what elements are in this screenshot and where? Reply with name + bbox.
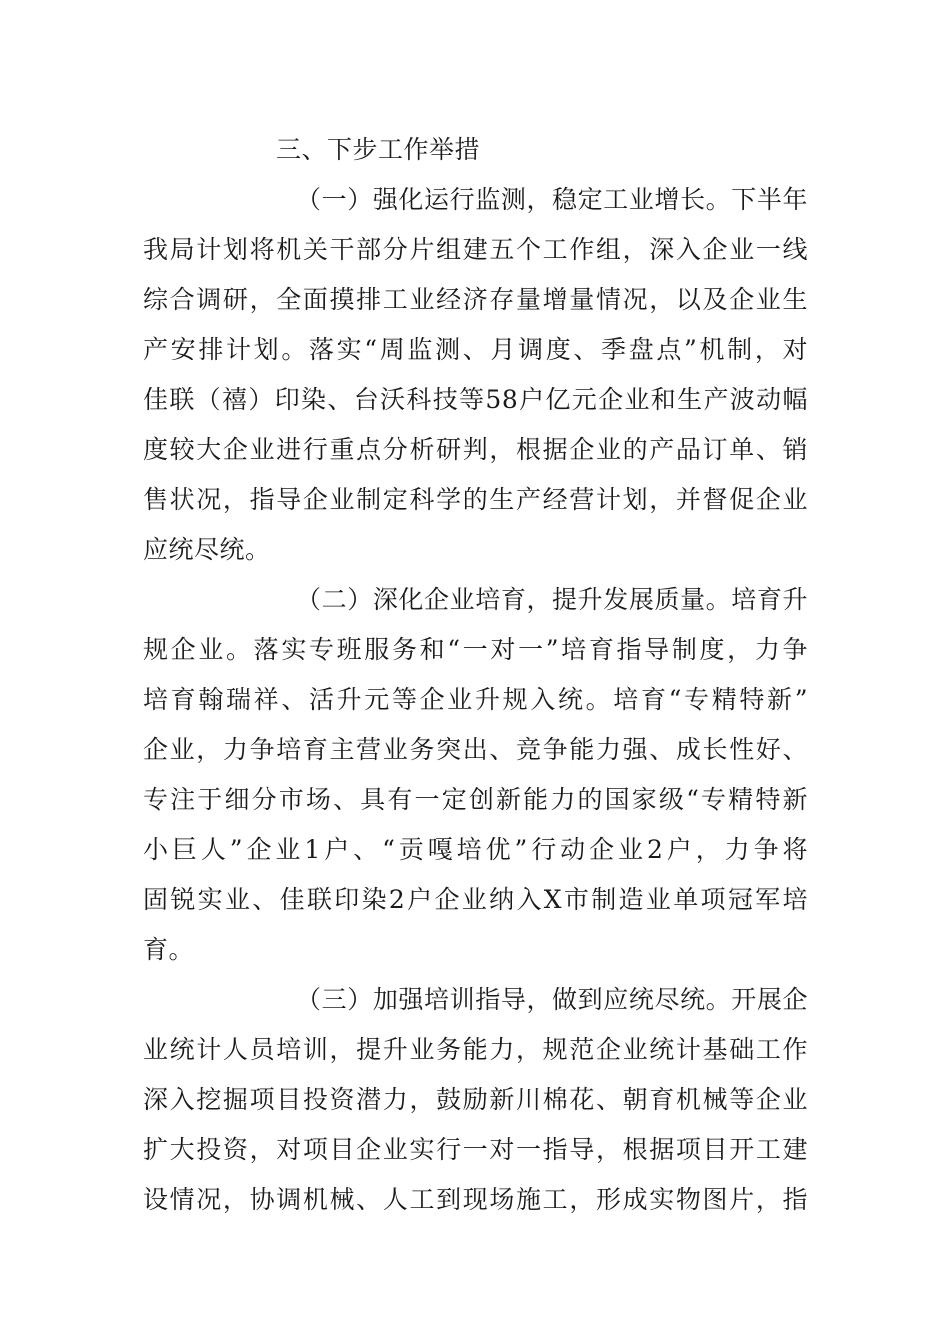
section-heading: 三、下步工作举措: [276, 135, 481, 164]
paragraph-line: 佳联（禧）印染、台沃科技等58户亿元企业和生产波动幅: [143, 385, 808, 414]
paragraph-line: 专注于细分市场、具有一定创新能力的国家级“专精特新: [143, 785, 808, 814]
paragraph-line: 售状况，指导企业制定科学的生产经营计划，并督促企业: [143, 485, 808, 514]
paragraph-line: 扩大投资，对项目企业实行一对一指导，根据项目开工建: [143, 1135, 808, 1164]
paragraph-line: 培育翰瑞祥、活升元等企业升规入统。培育“专精特新”: [143, 685, 808, 714]
paragraph-line: 度较大企业进行重点分析研判，根据企业的产品订单、销: [143, 435, 808, 464]
paragraph-line: 固锐实业、佳联印染2户企业纳入X市制造业单项冠军培: [143, 885, 808, 914]
paragraph-line: 设情况，协调机械、人工到现场施工，形成实物图片，指: [143, 1185, 808, 1214]
paragraph-line: 业统计人员培训，提升业务能力，规范企业统计基础工作: [143, 1035, 808, 1064]
paragraph-line: 应统尽统。: [143, 535, 271, 564]
paragraph-line: 育。: [143, 935, 195, 964]
paragraph-line: 规企业。落实专班服务和“一对一”培育指导制度，力争: [143, 635, 808, 664]
paragraph-line: 深入挖掘项目投资潜力，鼓励新川棉花、朝育机械等企业: [143, 1085, 808, 1114]
paragraph-line: 企业，力争培育主营业务突出、竞争能力强、成长性好、: [143, 735, 808, 764]
paragraph-line: 产安排计划。落实“周监测、月调度、季盘点”机制，对: [143, 335, 808, 364]
paragraph-line: （二）深化企业培育，提升发展质量。培育升: [296, 585, 808, 614]
paragraph-line: 我局计划将机关干部分片组建五个工作组，深入企业一线: [143, 235, 808, 264]
paragraph-line: 小巨人”企业1户、“贡嘎培优”行动企业2户，力争将: [143, 835, 808, 864]
paragraph-line: 综合调研，全面摸排工业经济存量增量情况，以及企业生: [143, 285, 808, 314]
paragraph-line: （三）加强培训指导，做到应统尽统。开展企: [296, 985, 808, 1014]
paragraph-line: （一）强化运行监测，稳定工业增长。下半年: [296, 185, 808, 214]
